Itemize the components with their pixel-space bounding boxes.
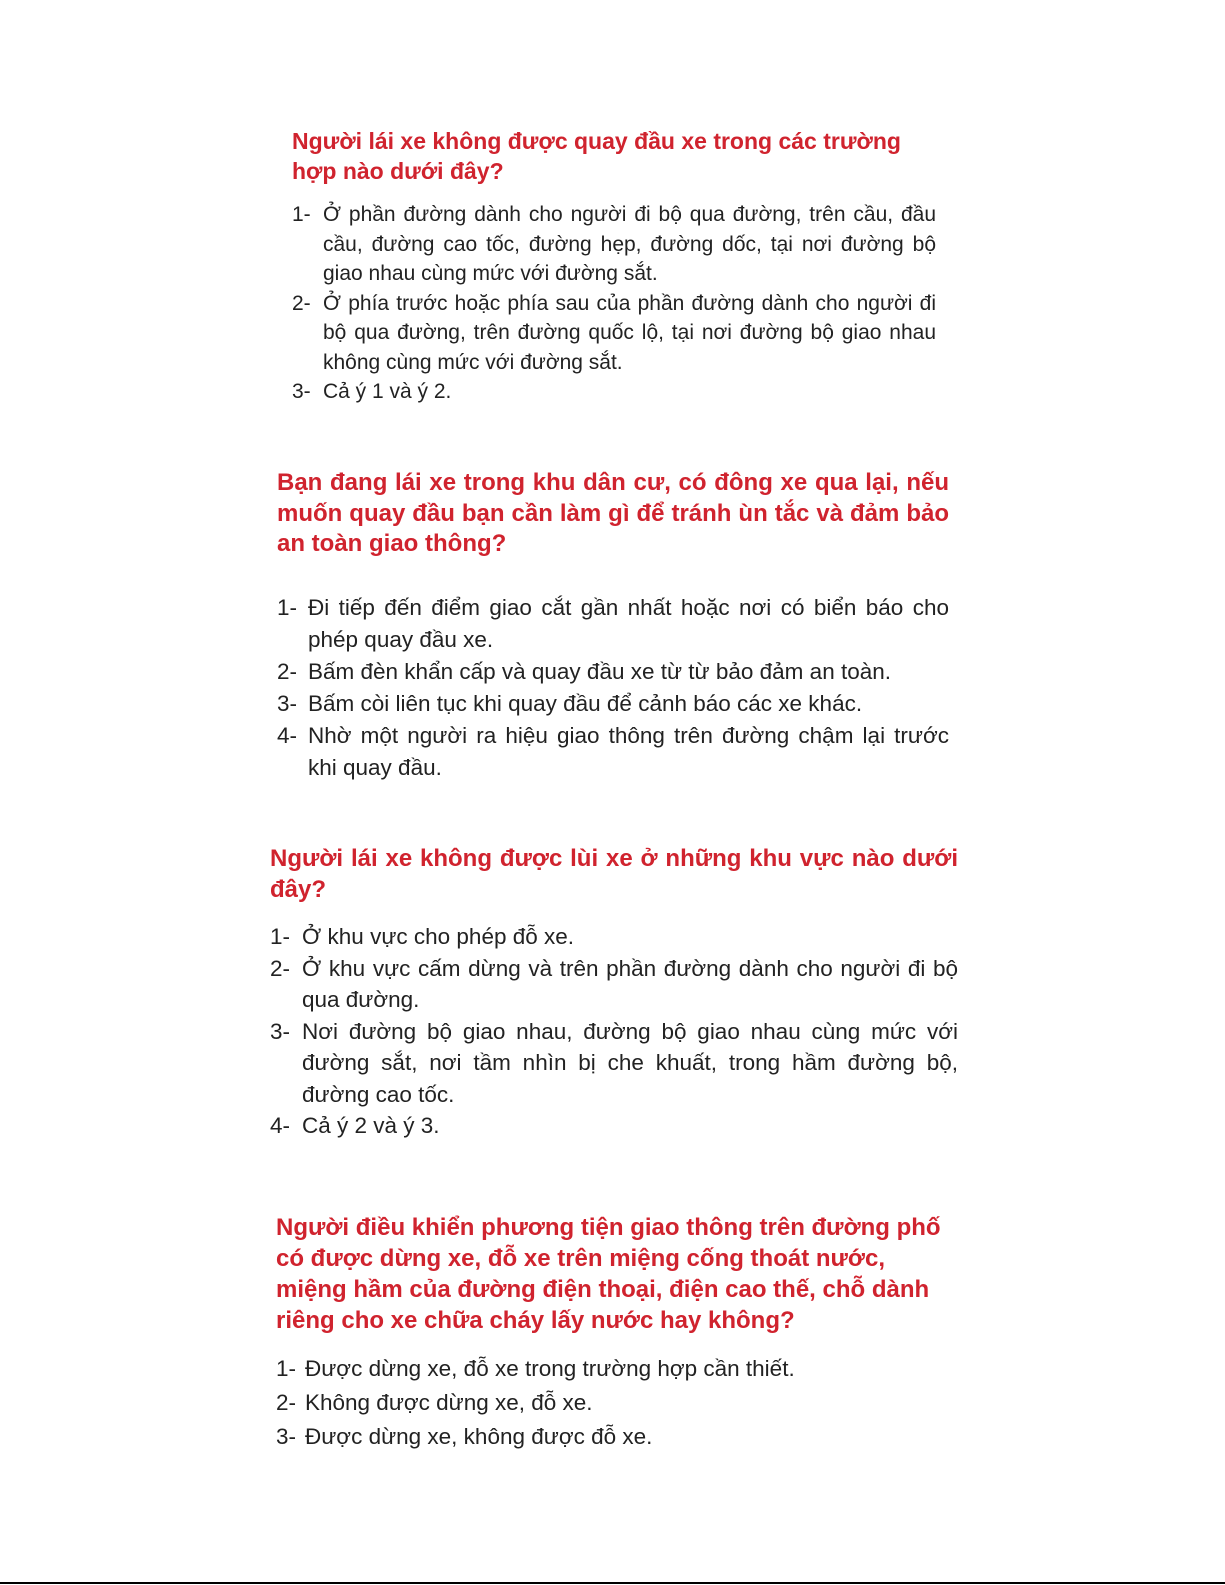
answer-text: Cả ý 1 và ý 2. (323, 380, 452, 403)
answer-option-2 (292, 289, 936, 378)
question-title: Người lái xe không được lùi xe ở những khu vực nào dưới đây? (270, 845, 958, 903)
answer-text: Ở khu vực cấm dừng và trên phần đường dành cho người đi bộ qua đường. (302, 955, 958, 1012)
question-title: Bạn đang lái xe trong khu dân cư, có đông xe qua lại, nếu muốn quay đầu bạn cần làm gì để tránh ùn tắc và đảm bảo an toàn giao thông? (277, 469, 949, 557)
page-bottom-rule (0, 1582, 1225, 1584)
answer-option-2 (276, 1386, 952, 1420)
answer-text: Được dừng xe, không được đỗ xe. (305, 1424, 653, 1449)
answer-number: 3- (292, 380, 311, 403)
answer-option-1 (270, 921, 958, 953)
question-4 (276, 1212, 952, 1454)
answer-number: 1- (276, 1356, 297, 1381)
answer-option-3 (277, 688, 949, 720)
answer-text: Bấm còi liên tục khi quay đầu để cảnh báo các xe khác. (308, 690, 863, 716)
answer-text: Được dừng xe, đỗ xe trong trường hợp cần thiết. (305, 1356, 795, 1381)
answer-option-1 (292, 200, 936, 289)
answer-list (277, 592, 949, 784)
answer-text: Bấm đèn khẩn cấp và quay đầu xe từ từ bảo đảm an toàn. (308, 658, 892, 684)
answer-option-3 (270, 1016, 958, 1111)
answer-number: 3- (277, 690, 298, 716)
answer-number: 1- (277, 594, 298, 620)
answer-text: Đi tiếp đến điểm giao cắt gần nhất hoặc nơi có biển báo cho phép quay đầu xe. (308, 594, 949, 652)
answer-number: 3- (270, 1018, 291, 1044)
answer-list (276, 1352, 952, 1454)
answer-option-1 (277, 592, 949, 656)
answer-text: Nhờ một người ra hiệu giao thông trên đường chậm lại trước khi quay đầu. (308, 722, 949, 780)
answer-number: 1- (270, 924, 291, 949)
question-title: Người điều khiển phương tiện giao thông trên đường phố có được dừng xe, đỗ xe trên miệng cống thoát nước, miệng hầm của đường điện thoại, điện cao thế, chỗ dành riêng cho xe chữa cháy lấy nước hay không? (276, 1214, 941, 1334)
answer-option-4 (277, 720, 949, 784)
answer-number: 1- (292, 203, 311, 226)
answer-option-1 (276, 1352, 952, 1386)
answer-list (270, 921, 958, 1142)
answer-number: 3- (276, 1424, 297, 1449)
answer-number: 2- (277, 658, 298, 684)
answer-text: Ở phần đường dành cho người đi bộ qua đường, trên cầu, đầu cầu, đường cao tốc, đường hẹp, đường dốc, tại nơi đường bộ giao nhau cùng mức với đường sắt. (323, 203, 936, 285)
answer-number: 2- (276, 1390, 297, 1415)
answer-number: 2- (270, 955, 291, 981)
question-3 (270, 843, 958, 1142)
answer-text: Ở khu vực cho phép đỗ xe. (302, 924, 575, 949)
question-title: Người lái xe không được quay đầu xe trong các trường hợp nào dưới đây? (292, 128, 901, 184)
answer-text: Ở phía trước hoặc phía sau của phần đường dành cho người đi bộ qua đường, trên đường quốc lộ, tại nơi đường bộ giao nhau không cùng mức với đường sắt. (323, 291, 936, 374)
answer-text: Nơi đường bộ giao nhau, đường bộ giao nhau cùng mức với đường sắt, nơi tầm nhìn bị che khuất, trong hầm đường bộ, đường cao tốc. (302, 1018, 958, 1107)
question-1 (292, 126, 936, 407)
answer-option-4 (270, 1110, 958, 1142)
question-2 (277, 468, 949, 784)
answer-text: Cả ý 2 và ý 3. (302, 1113, 440, 1138)
answer-option-2 (270, 953, 958, 1016)
answer-list (292, 200, 936, 407)
answer-option-3 (292, 377, 936, 407)
answer-number: 4- (270, 1113, 291, 1138)
answer-number: 4- (277, 722, 298, 748)
answer-option-3 (276, 1420, 952, 1454)
answer-text: Không được dừng xe, đỗ xe. (305, 1390, 593, 1415)
answer-number: 2- (292, 291, 311, 315)
answer-option-2 (277, 656, 949, 688)
